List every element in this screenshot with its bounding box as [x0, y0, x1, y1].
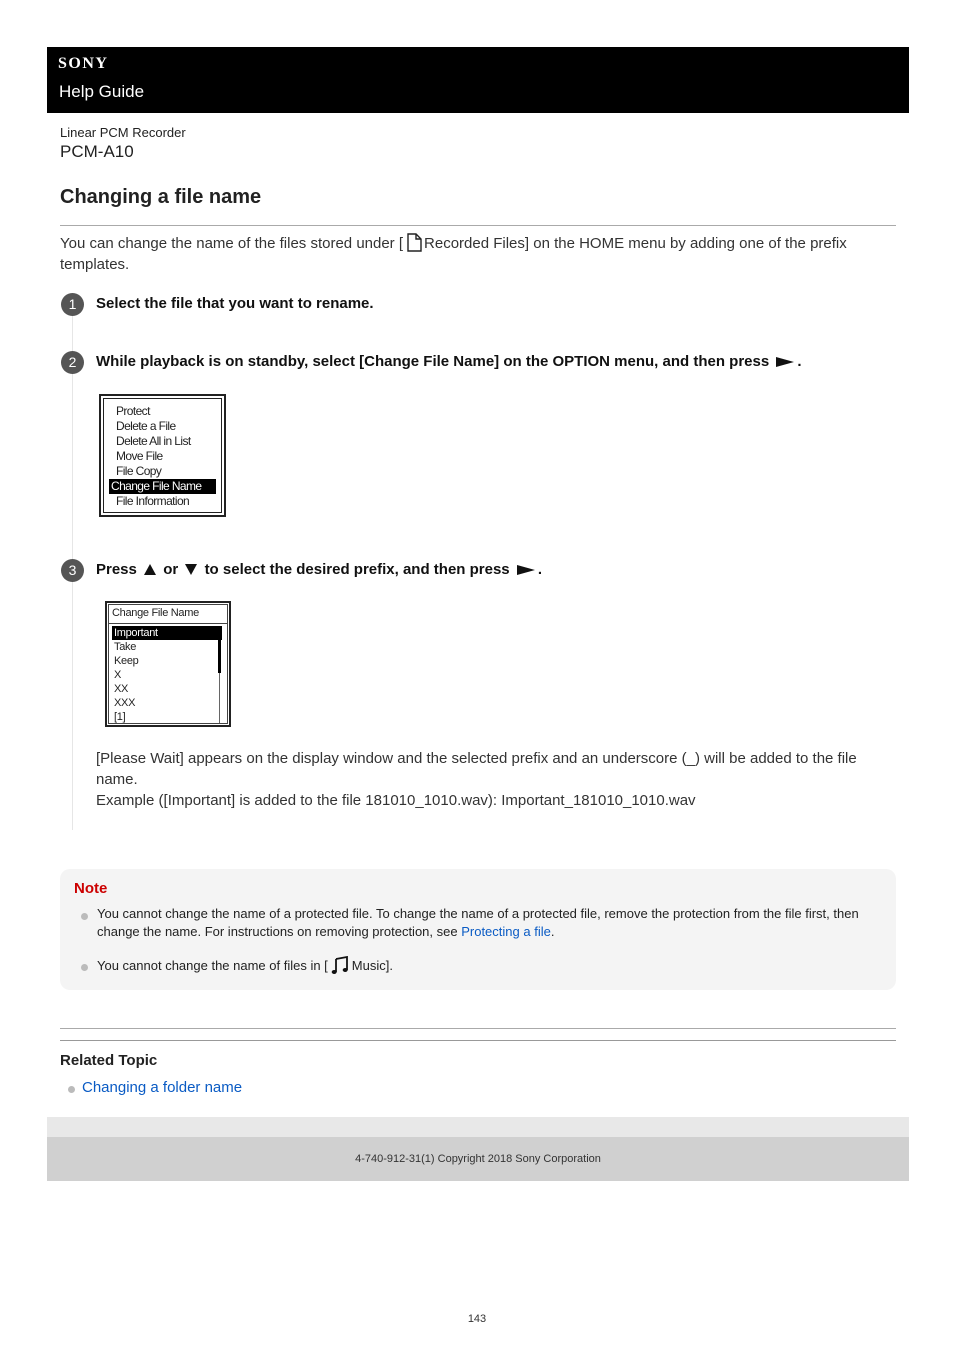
option-menu-item: Change File Name — [109, 479, 216, 494]
step-1-number: 1 — [61, 293, 84, 316]
note-box — [60, 869, 896, 990]
option-menu-item: File Copy — [116, 464, 162, 478]
prefix-item: XX — [114, 683, 129, 695]
recorded-files-icon — [407, 233, 422, 252]
section-divider-2 — [60, 1040, 896, 1041]
play-button-icon — [517, 565, 535, 575]
prefix-item: [1] — [114, 711, 126, 723]
prefix-item: XXX — [114, 697, 136, 709]
intro-paragraph — [60, 233, 896, 275]
step-3-result — [96, 748, 896, 811]
sony-logo: SONY — [58, 55, 109, 72]
note-item-1-text: You cannot change the name of a protected file. To change the name of a protected file, remove the protection from the file first, then change the name. For instructions on removing protection, see — [97, 906, 859, 939]
page-title: Changing a file name — [60, 186, 262, 208]
step-2-text — [96, 353, 802, 370]
prefix-item: Take — [114, 641, 137, 653]
option-menu-item: File Information — [116, 494, 190, 508]
option-menu-item: Delete a File — [116, 419, 176, 433]
note-item-2-after: Music]. — [351, 958, 393, 973]
change-file-name-frame — [108, 604, 228, 724]
product-model: PCM-A10 — [60, 142, 134, 161]
footer-band — [47, 1117, 909, 1137]
note-title: Note — [74, 880, 108, 897]
option-menu-screen — [99, 394, 226, 517]
note-item-2 — [97, 956, 887, 975]
scrollbar-thumb — [218, 627, 221, 673]
change-file-name-header: Change File Name — [109, 605, 227, 624]
step-1-text: Select the file that you want to rename. — [96, 295, 374, 312]
change-file-name-screen — [105, 601, 231, 727]
step-2-instruction: While playback is on standby, select [Change File Name] on the OPTION menu, and then press — [96, 353, 770, 370]
bullet-icon — [81, 913, 88, 920]
help-guide-title: Help Guide — [59, 82, 145, 101]
related-topic-title: Related Topic — [60, 1052, 158, 1069]
option-menu-item: Protect — [116, 404, 150, 418]
step-2-period: . — [797, 353, 802, 370]
section-divider-1 — [60, 1028, 896, 1029]
step-3-text — [96, 561, 542, 578]
bullet-icon — [81, 964, 88, 971]
step-3-press: Press — [96, 561, 137, 578]
step-2-number: 2 — [61, 351, 84, 374]
changing-a-folder-name-link[interactable]: Changing a folder name — [82, 1079, 243, 1096]
down-button-icon — [185, 564, 197, 575]
note-item-1 — [97, 905, 887, 941]
option-menu-item: Delete All in List — [116, 434, 191, 448]
intro-text-after: Recorded Files] on the HOME menu by adding one of the prefix templates. — [60, 235, 847, 273]
title-divider — [60, 225, 896, 226]
prefix-list — [112, 626, 222, 724]
result-example: Example ([Important] is added to the file 181010_1010.wav): Important_181010_1010.wav — [96, 792, 696, 809]
step-3-or: or — [163, 561, 179, 578]
prefix-item: Keep — [114, 655, 139, 667]
protecting-a-file-link[interactable]: Protecting a file — [461, 924, 551, 939]
step-3-period: . — [537, 561, 542, 578]
play-button-icon — [776, 357, 794, 367]
option-menu-item: Move File — [116, 449, 163, 463]
option-menu-list — [103, 398, 222, 513]
prefix-item: X — [114, 669, 122, 681]
step-3-instruction: to select the desired prefix, and then press — [204, 561, 510, 578]
footer-copyright: 4-740-912-31(1) Copyright 2018 Sony Corporation — [47, 1137, 909, 1181]
bullet-icon — [68, 1086, 75, 1093]
page-number: 143 — [467, 1313, 487, 1325]
up-button-icon — [144, 564, 156, 575]
note-item-2-before: You cannot change the name of files in [ — [97, 958, 328, 973]
music-icon — [331, 956, 349, 975]
step-3-number: 3 — [61, 559, 84, 582]
header-bar — [47, 47, 909, 113]
result-description: [Please Wait] appears on the display window and the selected prefix and an underscore (_) will be added to the file name. — [96, 750, 857, 788]
note-item-1-end: . — [550, 924, 555, 939]
product-line: Linear PCM Recorder — [60, 125, 186, 140]
prefix-item: Important — [112, 626, 222, 640]
intro-text-before: You can change the name of the files stored under [ — [60, 235, 404, 252]
